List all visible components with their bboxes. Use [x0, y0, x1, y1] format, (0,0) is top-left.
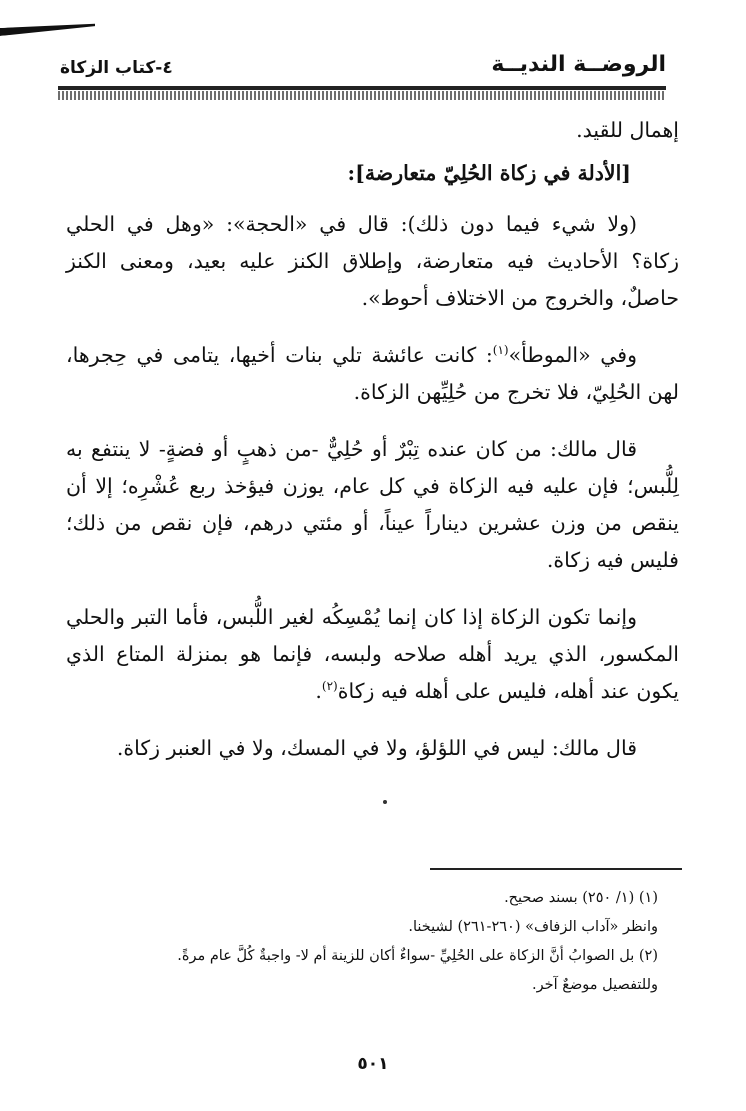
- footnote-ref-2: (٢): [321, 679, 338, 694]
- intro-line: إهمال للقيد.: [576, 118, 679, 142]
- section-heading: [الأدلة في زكاة الحُلِيّ متعارضة]:: [347, 161, 631, 185]
- stray-dot: [383, 800, 387, 804]
- main-text: [66, 112, 679, 767]
- paragraph-muwatta-start: وفي «الموطأ»: [508, 343, 637, 367]
- paragraph-malik-3: قال مالك: ليس في اللؤلؤ، ولا في المسك، ولا في العنبر زكاة.: [116, 736, 637, 760]
- header-ornament-rule: [58, 91, 666, 100]
- page-header: [60, 52, 666, 88]
- paragraph-malik-1: قال مالك: من كان عنده تِبْرٌ أو حُلِيٌّ -من ذهبٍ أو فضةٍ- لا ينتفع به لِلُّبس؛ فإن عليه فيه الزكاة في كل عام، يوزن فيؤخذ ربع عُشْرِه؛ إلا أن ينقص من وزن عشرين ديناراً عيناً، أو مئتي درهم، فإن نقص من ذلك؛ فليس فيه زكاة.: [66, 437, 679, 572]
- footnote-1: (١) (١/ ٢٥٠) بسند صحيح.: [504, 890, 658, 906]
- paragraph-hujja: (ولا شيء فيما دون ذلك): قال في «الحجة»: «وهل في الحلي زكاة؟ الأحاديث فيه متعارضة، وإطلاق الكنز عليه بعيد، ومعنى الكنز حاصلٌ، والخروج من الاختلاف أحوط».: [66, 212, 679, 310]
- paragraph-malik-2-text: وإنما تكون الزكاة إذا كان إنما يُمْسِكُه لغير اللُّبس، فأما التبر والحلي المكسور، الذي يريد أهله صلاحه ولبسه، فإنما هو بمنزلة المتاع الذي يكون عند أهله، فليس على أهله فيه زكاة: [66, 605, 679, 703]
- header-rule: [58, 86, 666, 90]
- paragraph-muwatta: [66, 337, 679, 411]
- page-number: ٥٠١: [357, 1054, 389, 1074]
- footnote-2: (٢) بل الصوابُ أنَّ الزكاة على الحُلِيِّ -سواءٌ أكان للزينة أم لا- واجبةٌ كُلَّ عام مرةً.: [177, 948, 658, 964]
- footnote-2-cont: وللتفصيل موضعٌ آخر.: [532, 977, 658, 993]
- paragraph-malik-2: [66, 599, 679, 710]
- book-title: الروضــة النديــة: [491, 52, 666, 77]
- paragraph-malik-2-end: .: [315, 679, 322, 703]
- footnotes: [66, 884, 680, 1000]
- footnote-separator: [430, 868, 682, 870]
- scan-corner-mark: [0, 21, 95, 36]
- chapter-title: ٤-كتاب الزكاة: [60, 58, 173, 78]
- paragraph-muwatta-rest: : كانت عائشة تلي بنات أخيها، يتامى في حِجرها، لهن الحُلِيّ، فلا تخرج من حُلِيِّهن الزكاة.: [66, 343, 679, 404]
- footnote-1-cont: وانظر «آداب الزفاف» (٢٦٠-٢٦١) لشيخنا.: [408, 919, 658, 935]
- footnote-ref-1: (١): [492, 343, 509, 358]
